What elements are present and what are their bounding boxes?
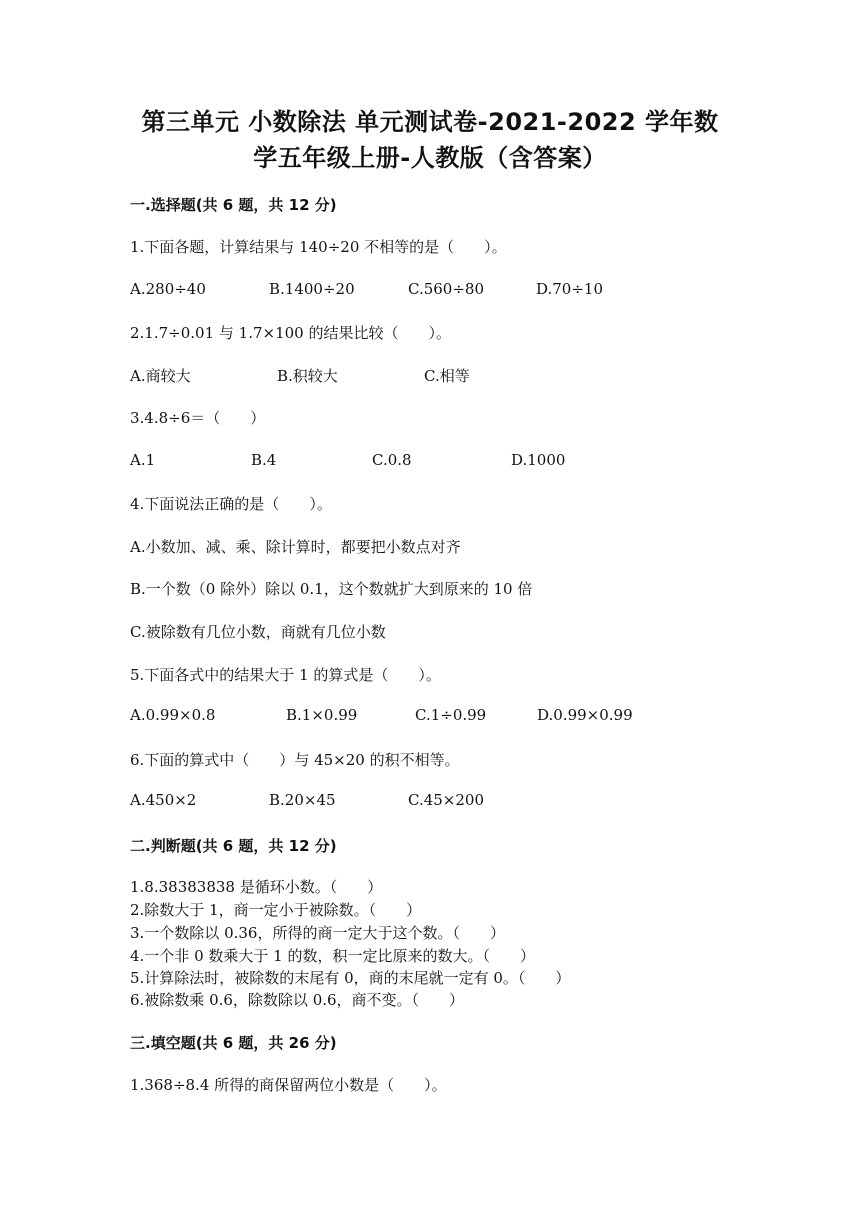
question-option: C.1÷0.99 (415, 706, 487, 724)
question-option: C.相等 (424, 367, 470, 385)
section-heading-choice: 一.选择题(共 6 题，共 12 分) (130, 196, 337, 214)
question-stem: 4.下面说法正确的是（ ）。 (130, 495, 332, 513)
question-option: B.一个数（0 除外）除以 0.1，这个数就扩大到原来的 10 倍 (130, 580, 533, 598)
question-option: A.小数加、减、乘、除计算时，都要把小数点对齐 (130, 538, 461, 556)
question-stem: 3.4.8÷6＝（ ） (130, 409, 266, 427)
fill-in-item: 1.368÷8.4 所得的商保留两位小数是（ ）。 (130, 1076, 447, 1094)
question-option: C.45×200 (408, 791, 484, 809)
question-stem: 1.下面各题，计算结果与 140÷20 不相等的是（ ）。 (130, 238, 507, 256)
judgement-item: 4.一个非 0 数乘大于 1 的数，积一定比原来的数大。（ ） (130, 947, 535, 965)
page-title-line-1: 第三单元 小数除法 单元测试卷-2021-2022 学年数 (141, 108, 719, 136)
judgement-item: 5.计算除法时，被除数的末尾有 0，商的末尾就一定有 0。（ ） (130, 969, 571, 987)
question-option: A.商较大 (130, 367, 191, 385)
question-option: C.被除数有几位小数，商就有几位小数 (130, 623, 386, 641)
judgement-item: 1.8.38383838 是循环小数。（ ） (130, 878, 383, 896)
question-option: B.1400÷20 (269, 280, 355, 298)
judgement-item: 3.一个数除以 0.36，所得的商一定大于这个数。（ ） (130, 924, 505, 942)
question-option: A.280÷40 (130, 280, 206, 298)
question-option: D.1000 (511, 451, 566, 469)
question-option: A.1 (130, 451, 156, 469)
question-option: A.450×2 (130, 791, 197, 809)
judgement-item: 2.除数大于 1，商一定小于被除数。（ ） (130, 901, 422, 919)
question-option: C.0.8 (372, 451, 412, 469)
question-option: B.积较大 (277, 367, 338, 385)
question-stem: 2.1.7÷0.01 与 1.7×100 的结果比较（ ）。 (130, 324, 451, 342)
page-title-line-2: 学五年级上册-人教版（含答案） (253, 144, 607, 172)
question-stem: 5.下面各式中的结果大于 1 的算式是（ ）。 (130, 666, 441, 684)
question-option: B.20×45 (269, 791, 336, 809)
section-heading-fill-in: 三.填空题(共 6 题，共 26 分) (130, 1034, 337, 1052)
judgement-item: 6.被除数乘 0.6，除数除以 0.6，商不变。（ ） (130, 991, 465, 1009)
question-option: B.4 (251, 451, 277, 469)
question-option: C.560÷80 (408, 280, 484, 298)
question-stem: 6.下面的算式中（ ）与 45×20 的积不相等。 (130, 751, 460, 769)
section-heading-judgement: 二.判断题(共 6 题，共 12 分) (130, 837, 337, 855)
question-option: A.0.99×0.8 (130, 706, 216, 724)
question-option: D.70÷10 (536, 280, 604, 298)
question-option: B.1×0.99 (286, 706, 358, 724)
question-option: D.0.99×0.99 (537, 706, 633, 724)
